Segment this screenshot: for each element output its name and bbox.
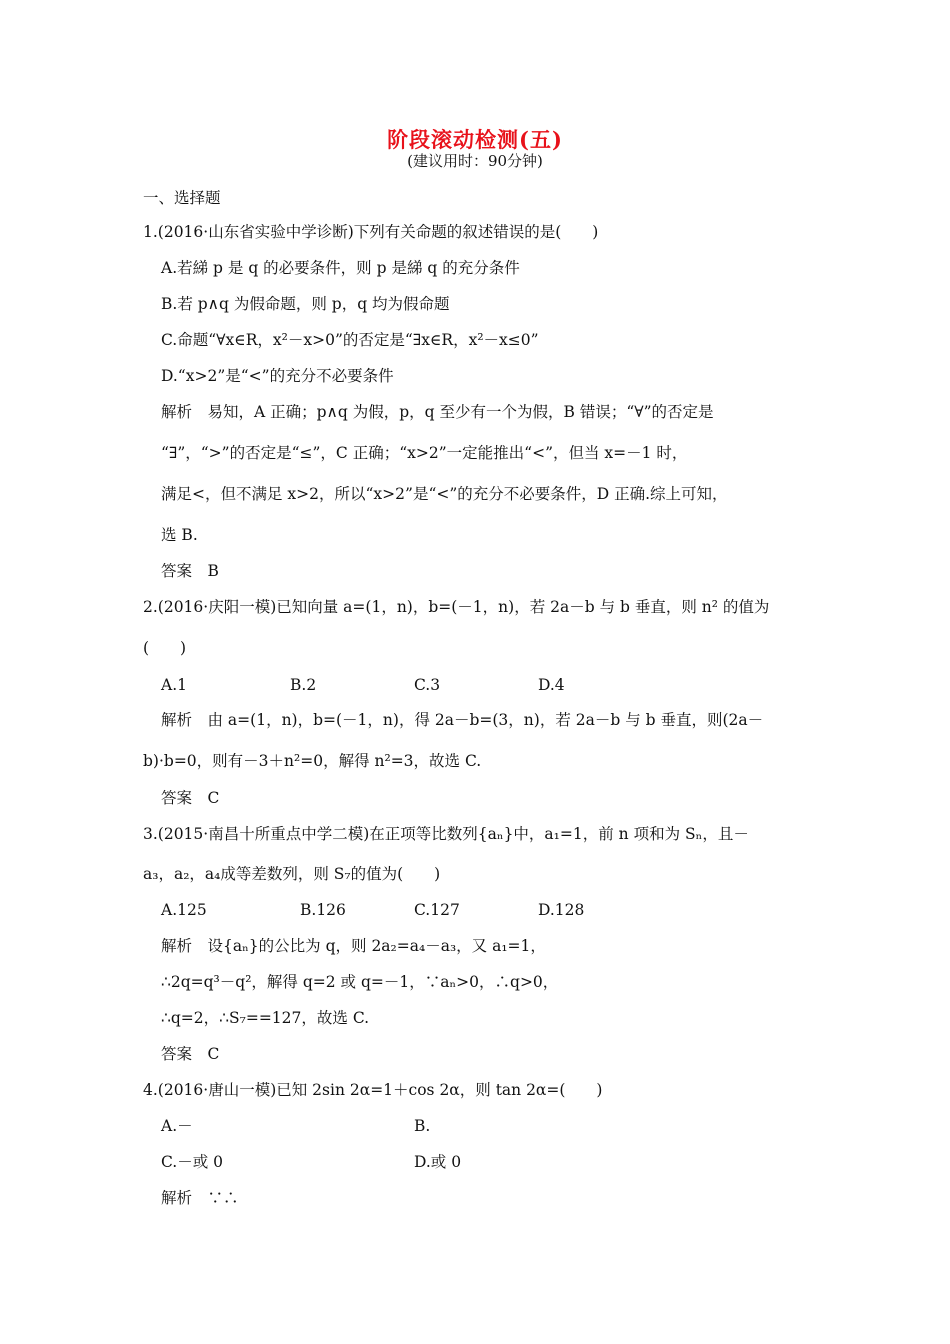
page-subtitle: (建议用时：90分钟) — [407, 152, 543, 170]
q3-analysis-2: ∴2q=q³－q²，解得 q=2 或 q=－1，∵aₙ>0，∴q>0， — [161, 973, 559, 991]
q1-option-b: B.若 p∧q 为假命题，则 p，q 均为假命题 — [161, 295, 450, 313]
q2-option-a: A.1 — [161, 676, 187, 694]
q1-analysis-2: “∃”，“>”的否定是“≤”，C 正确；“x>2”一定能推出“<”，但当 x=－1 时， — [161, 444, 688, 462]
q4-option-d: D.或 0 — [414, 1153, 462, 1171]
q3-analysis-3: ∴q=2，∴S₇==127，故选 C. — [161, 1009, 370, 1027]
page-title: 阶段滚动检测(五) — [387, 127, 563, 152]
q4-option-a: A.－ — [161, 1117, 193, 1135]
q2-stem-1: 2.(2016·庆阳一模)已知向量 a=(1，n)，b=(－1，n)，若 2a－b 与 b 垂直，则 n² 的值为 — [143, 598, 770, 616]
q2-analysis-2: b)·b=0，则有－3＋n²=0，解得 n²=3，故选 C. — [143, 752, 482, 770]
q1-stem: 1.(2016·山东省实验中学诊断)下列有关命题的叙述错误的是( ) — [143, 223, 599, 241]
q4-stem: 4.(2016·唐山一模)已知 2sin 2α=1＋cos 2α，则 tan 2α=( ) — [143, 1081, 603, 1099]
q3-answer: 答案 C — [161, 1045, 220, 1063]
q2-option-c: C.3 — [414, 676, 441, 694]
q3-option-a: A.125 — [161, 901, 207, 919]
q1-analysis-1: 解析 易知，A 正确；p∧q 为假，p，q 至少有一个为假，B 错误；“∀”的否定是 — [161, 403, 714, 421]
section-heading: 一、选择题 — [143, 189, 221, 207]
q1-option-c: C.命题“∀x∈R，x²－x>0”的否定是“∃x∈R，x²－x≤0” — [161, 331, 539, 349]
q2-answer: 答案 C — [161, 789, 220, 807]
q2-option-d: D.4 — [538, 676, 565, 694]
q3-option-c: C.127 — [414, 901, 460, 919]
q1-answer: 答案 B — [161, 562, 219, 580]
q4-option-b: B. — [414, 1117, 431, 1135]
q3-stem-1: 3.(2015·南昌十所重点中学二模)在正项等比数列{aₙ}中，a₁=1，前 n 项和为 Sₙ，且－ — [143, 825, 749, 843]
q2-option-b: B.2 — [290, 676, 317, 694]
q4-analysis-1: 解析 ∵∴ — [161, 1189, 239, 1207]
q2-stem-2: ( ) — [143, 639, 187, 657]
q3-option-b: B.126 — [300, 901, 346, 919]
q3-stem-2: a₃，a₂，a₄成等差数列，则 S₇的值为( ) — [143, 865, 441, 883]
q1-analysis-4: 选 B. — [161, 526, 198, 544]
q4-option-c: C.－或 0 — [161, 1153, 224, 1171]
q1-analysis-3: 满足<，但不满足 x>2，所以“x>2”是“<”的充分不必要条件，D 正确.综上可知， — [161, 485, 728, 503]
q1-option-a: A.若綈 p 是 q 的必要条件，则 p 是綈 q 的充分条件 — [161, 259, 520, 277]
q3-option-d: D.128 — [538, 901, 585, 919]
q1-option-d: D.“x>2”是“<”的充分不必要条件 — [161, 367, 394, 385]
q2-analysis-1: 解析 由 a=(1，n)，b=(－1，n)，得 2a－b=(3，n)，若 2a－b 与 b 垂直，则(2a－ — [161, 711, 764, 729]
q3-analysis-1: 解析 设{aₙ}的公比为 q，则 2a₂=a₄－a₃，又 a₁=1， — [161, 937, 546, 955]
